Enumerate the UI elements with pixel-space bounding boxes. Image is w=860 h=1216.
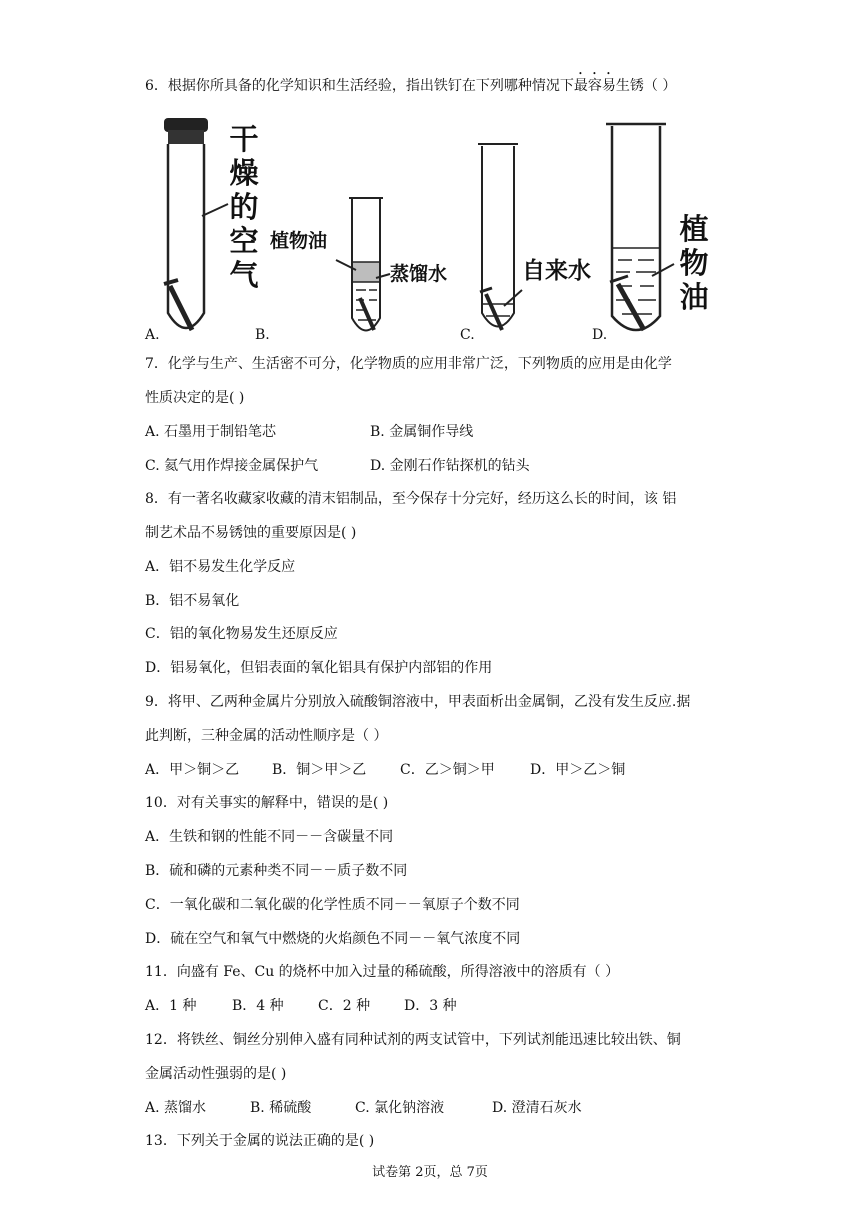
q8-option-a[interactable]: A．铝不易发生化学反应 — [145, 559, 296, 575]
q8-option-d[interactable]: D．铝易氧化，但铝表面的氧化铝具有保护内部铝的作用 — [145, 660, 493, 676]
q10-option-a[interactable]: A．生铁和钢的性能不同－－含碳量不同 — [145, 829, 394, 845]
q12-option-d[interactable]: D. 澄清石灰水 — [492, 1100, 582, 1116]
q11-option-b[interactable]: B．4 种 — [232, 998, 284, 1014]
tube-d — [606, 124, 674, 330]
q6-stem-end: 生锈（ ） — [615, 78, 677, 94]
q11-option-c[interactable]: C．2 种 — [318, 998, 371, 1014]
q6-option-c[interactable]: C. — [460, 327, 475, 343]
q6-stem-emphasis: 最容易 — [573, 78, 616, 94]
q6-option-b[interactable]: B. — [255, 327, 270, 343]
q7-option-c[interactable]: C. 氦气用作焊接金属保护气 — [145, 458, 319, 474]
q10-stem: 10．对有关事实的解释中，错误的是( ) — [145, 795, 389, 811]
page-footer: 试卷第 2页，总 7页 — [372, 1165, 488, 1180]
q12-option-b[interactable]: B. 稀硫酸 — [250, 1100, 312, 1116]
q7-stem-line-1: 7．化学与生产、生活密不可分，化学物质的应用非常广泛，下列物质的应用是由化学 — [145, 356, 672, 372]
q6-stem-start: 6．根据你所具备的化学知识和生活经验，指出铁钉在下列哪种情况下 — [145, 78, 574, 94]
q6-option-a[interactable]: A. — [145, 327, 160, 343]
q12-option-c[interactable]: C. 氯化钠溶液 — [355, 1100, 445, 1116]
q7-option-d[interactable]: D. 金刚石作钻探机的钻头 — [370, 458, 530, 474]
tube-c — [478, 144, 522, 330]
q10-option-c[interactable]: C．一氧化碳和二氧化碳的化学性质不同－－氧原子个数不同 — [145, 897, 520, 913]
q6-figure — [140, 108, 720, 343]
q7-option-a[interactable]: A. 石墨用于制铅笔芯 — [145, 424, 277, 440]
q12-option-a[interactable]: A. 蒸馏水 — [145, 1100, 207, 1116]
label-tap-water: 自来水 — [522, 258, 591, 284]
q6-option-d[interactable]: D. — [592, 327, 608, 343]
q13-stem: 13．下列关于金属的说法正确的是( ) — [145, 1133, 375, 1149]
q9-option-c[interactable]: C．乙＞铜＞甲 — [400, 762, 495, 778]
q9-option-b[interactable]: B．铜＞甲＞乙 — [272, 762, 367, 778]
q9-option-d[interactable]: D．甲＞乙＞铜 — [530, 762, 626, 778]
q7-option-b[interactable]: B. 金属铜作导线 — [370, 424, 474, 440]
q11-option-d[interactable]: D．3 种 — [404, 998, 457, 1014]
q10-option-b[interactable]: B．硫和磷的元素种类不同－－质子数不同 — [145, 863, 408, 879]
q9-stem-line-1: 9．将甲、乙两种金属片分别放入硫酸铜溶液中，甲表面析出金属铜，乙没有发生反应.据 — [145, 694, 691, 710]
q10-option-d[interactable]: D．硫在空气和氧气中燃烧的火焰颜色不同－－氧气浓度不同 — [145, 931, 521, 947]
label-vegetable-oil-d: 植物油 — [679, 212, 709, 314]
q8-stem-line-2: 制艺术品不易锈蚀的重要原因是( ) — [145, 525, 357, 541]
q8-option-b[interactable]: B．铝不易氧化 — [145, 593, 240, 609]
q8-stem-line-1: 8．有一著名收藏家收藏的清末铝制品，至今保存十分完好，经历这么长的时间，该 铝 — [145, 491, 677, 507]
label-dry-air: 干燥的空气 — [229, 122, 259, 292]
q8-option-c[interactable]: C．铝的氧化物易发生还原反应 — [145, 626, 338, 642]
q12-stem-line-1: 12．将铁丝、铜丝分别伸入盛有同种试剂的两支试管中，下列试剂能迅速比较出铁、铜 — [145, 1032, 681, 1048]
tube-b — [336, 198, 390, 331]
q12-stem-line-2: 金属活动性强弱的是( ) — [145, 1066, 287, 1082]
q11-option-a[interactable]: A．1 种 — [145, 998, 197, 1014]
q6-stem — [145, 70, 676, 96]
q9-stem-line-2: 此判断，三种金属的活动性顺序是（ ） — [145, 728, 388, 744]
label-vegetable-oil-b: 植物油 — [270, 230, 328, 252]
tube-a — [164, 118, 228, 330]
q11-stem: 11．向盛有 Fe、Cu 的烧杯中加入过量的稀硫酸，所得溶液中的溶质有（ ） — [145, 964, 620, 980]
q7-stem-line-2: 性质决定的是( ) — [145, 390, 245, 406]
label-distilled-water: 蒸馏水 — [390, 263, 448, 285]
q9-option-a[interactable]: A．甲＞铜＞乙 — [145, 762, 240, 778]
